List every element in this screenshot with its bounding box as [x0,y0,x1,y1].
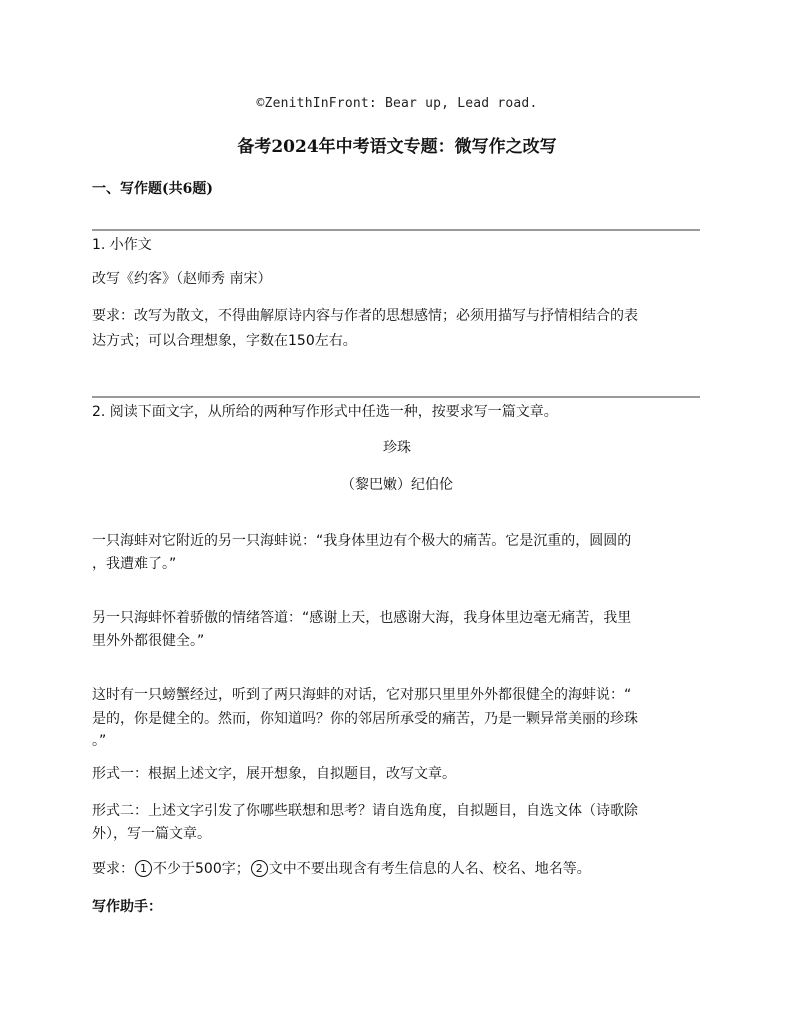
circled-number-2: 2 [251,860,268,877]
story-paragraph-1-line1: 一只海蚌对它附近的另一只海蚌说：“我身体里边有个极大的痛苦。它是沉重的，圆圆的 [92,533,632,549]
story-paragraph-1-line2: ，我遭难了。” [92,556,177,572]
section-heading: 一、写作题(共6题) [92,181,213,197]
form-option-2-line1: 形式二：上述文字引发了你哪些联想和思考？请自选角度，自拟题目，自选文体（诗歌除 [92,803,638,819]
q1-requirement-line2: 达方式；可以合理想象，字数在150左右。 [92,333,357,349]
form-option-2-line2: 外），写一篇文章。 [92,826,211,842]
story-title: 珍珠 [383,440,411,456]
requirement-label: 要求： [92,861,134,877]
q1-requirement-line1: 要求：改写为散文，不得曲解原诗内容与作者的思想感情；必须用描写与抒情相结合的表 [92,308,638,324]
story-paragraph-3-line1: 这时有一只螃蟹经过，听到了两只海蚌的对话，它对那只里里外外都很健全的海蚌说：“ [92,687,632,703]
story-author: （黎巴嫩）纪伯伦 [341,477,453,493]
story-paragraph-3-line3: 。” [92,733,107,749]
form-option-1: 形式一：根据上述文字，展开想象，自拟题目，改写文章。 [92,766,456,782]
story-paragraph-2-line1: 另一只海蚌怀着骄傲的情绪答道：“感谢上天，也感谢大海，我身体里边毫无痛苦，我里 [92,610,632,626]
story-paragraph-3-line2: 是的，你是健全的。然而，你知道吗？你的邻居所承受的痛苦，乃是一颗异常美丽的珍珠 [92,711,638,727]
watermark-header: ©ZenithInFront: Bear up, Lead road. [256,96,538,111]
q1-rewrite-task: 改写《约客》（赵师秀 南宋） [92,271,272,287]
requirement-item-1: 不少于500字； [153,861,250,877]
q2-requirements [92,857,704,881]
writing-helper-heading: 写作助手： [92,899,162,915]
question-divider [92,229,700,231]
story-paragraph-2-line2: 里外外都很健全。” [92,633,205,649]
requirement-item-2: 文中不要出现含有考生信息的人名、校名、地名等。 [268,861,591,877]
document-title: 备考2024年中考语文专题：微写作之改写 [237,137,557,157]
q1-number-title: 1. 小作文 [92,237,152,253]
circled-number-1: 1 [135,860,152,877]
question-divider [92,396,700,398]
q2-prompt: 2. 阅读下面文字，从所给的两种写作形式中任选一种，按要求写一篇文章。 [92,404,558,420]
